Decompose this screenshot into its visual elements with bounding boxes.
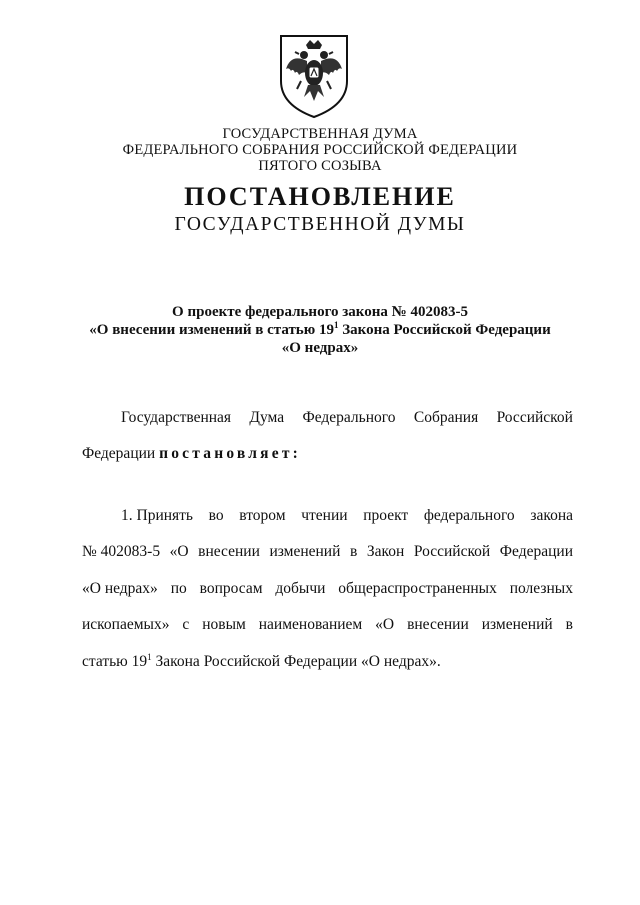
point1-line2: № 402083-5 «О внесении изменений в Закон Российской Федерации (82, 543, 573, 560)
bill-title-line2: «О внесении изменений в статью $19^1$ Закона Российской Федерации (89, 320, 551, 338)
point1-line3: «О недрах» по вопросам добычи общераспространенных полезных (82, 580, 573, 597)
bill-title-line1: О проекте федерального закона № 402083-5 (172, 304, 468, 320)
coat-of-arms-emblem-icon (277, 33, 351, 119)
preamble-line2: Федерации постановляет: (82, 445, 301, 462)
header-duma: ГОСУДАРСТВЕННАЯ ДУМА (222, 126, 418, 142)
point1-line4: ископаемых» с новым наименованием «О внесении изменений в (82, 616, 573, 633)
preamble-line1: Государственная Дума Федерального Собрания Российской (121, 409, 573, 426)
point1-line5: статью $19^1$ Закона Российской Федерации «О недрах». (82, 652, 441, 670)
document-subtitle: ГОСУДАРСТВЕННОЙ ДУМЫ (174, 214, 466, 235)
header-federal-assembly: ФЕДЕРАЛЬНОГО СОБРАНИЯ РОССИЙСКОЙ ФЕДЕРАЦИИ (122, 142, 518, 158)
document-title: ПОСТАНОВЛЕНИЕ (184, 182, 456, 211)
bill-title-line3: «О недрах» (281, 340, 359, 356)
point1-line1: 1. Принять во втором чтении проект федерального закона (121, 507, 573, 524)
header-convocation: ПЯТОГО СОЗЫВА (258, 158, 382, 174)
